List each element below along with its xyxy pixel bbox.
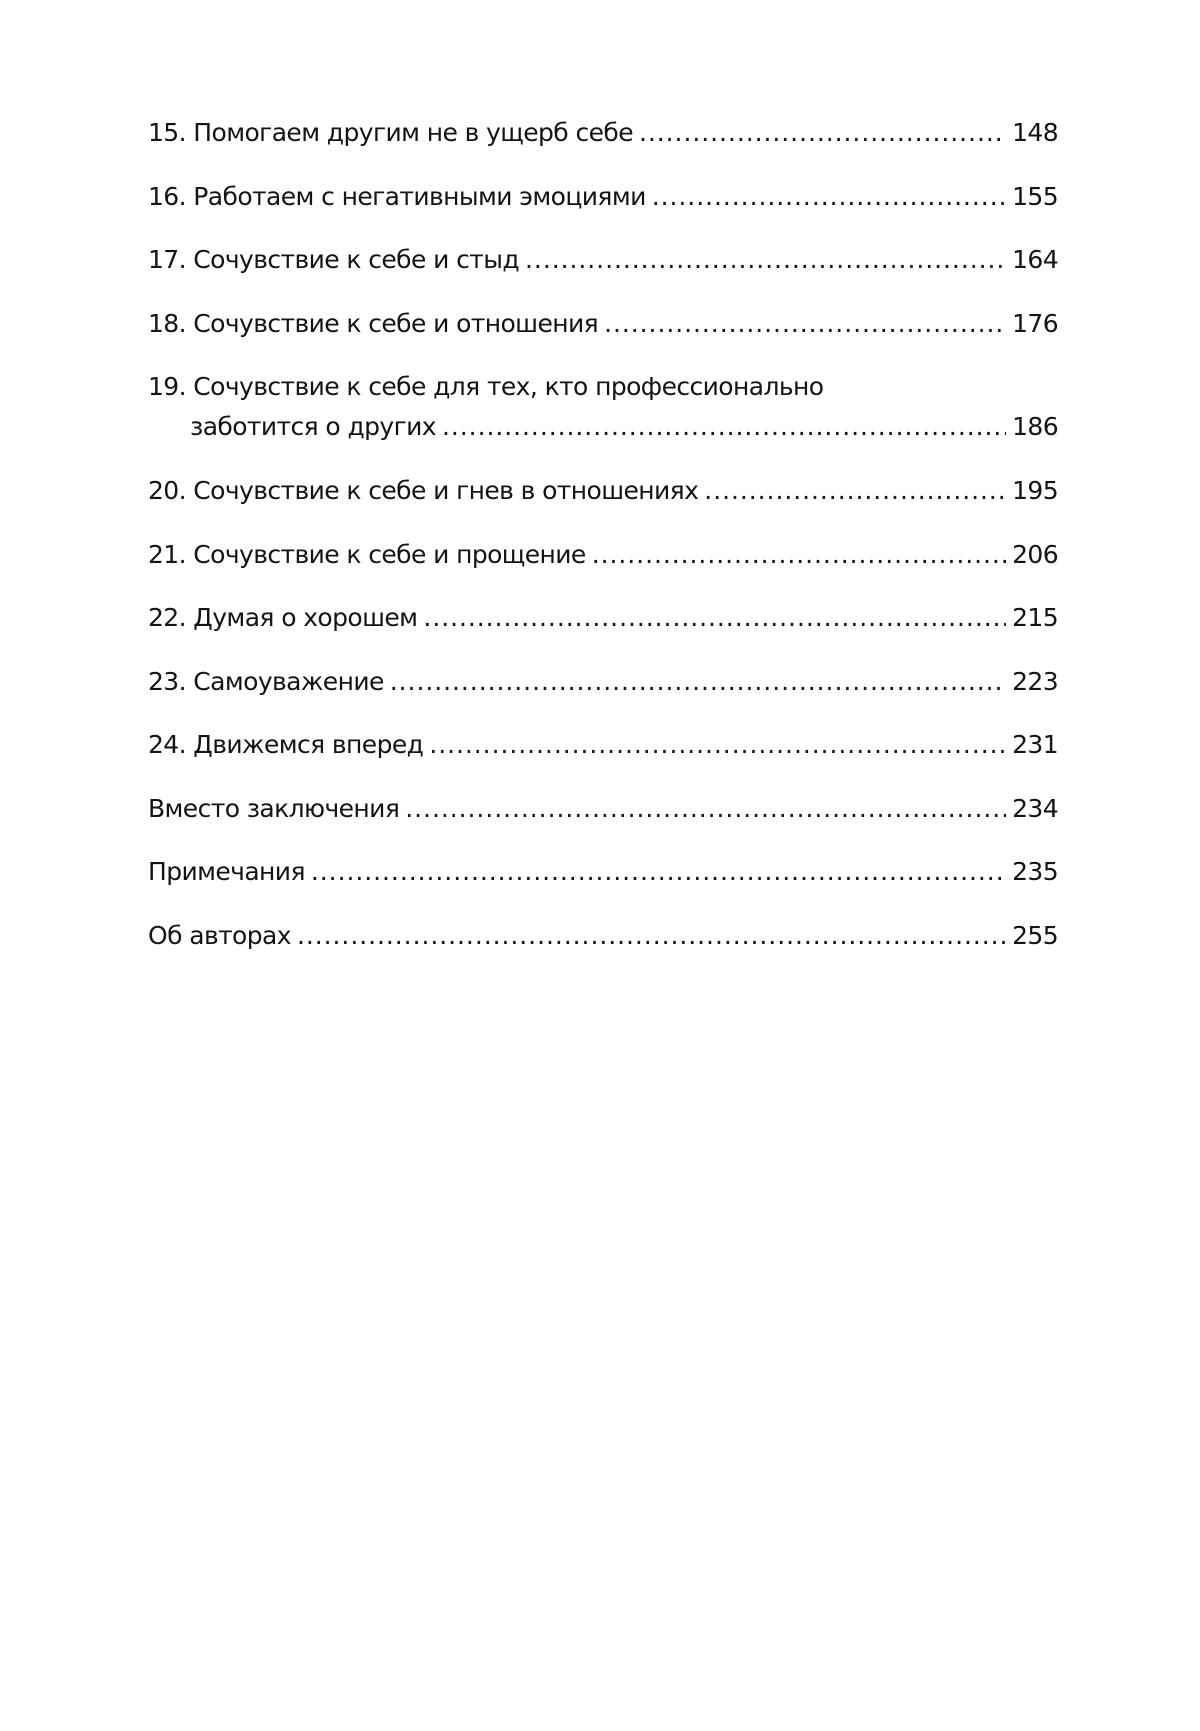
table-of-contents <box>148 118 1058 984</box>
toc-entry-title: 18. Сочувствие к себе и отношения <box>148 308 599 338</box>
toc-entry-22 <box>148 603 1058 667</box>
toc-entry-title: 20. Сочувствие к себе и гнев в отношениях <box>148 476 699 505</box>
dot-leader <box>311 857 1006 887</box>
toc-entry-20 <box>148 476 1058 540</box>
toc-entry-title: 22. Думая о хорошем <box>148 603 418 632</box>
toc-entry-title: 15. Помогаем другим не в ущерб себе <box>148 118 633 147</box>
toc-entry-title: 16. Работаем с негативными эмоциями <box>148 181 646 211</box>
toc-entry-page: 164 <box>1012 245 1058 274</box>
toc-entry-page: 186 <box>1012 412 1058 441</box>
toc-entry-page: 215 <box>1012 603 1058 632</box>
toc-entry-page: 223 <box>1012 666 1058 696</box>
toc-entry-23 <box>148 667 1058 731</box>
dot-leader <box>297 921 1006 951</box>
dot-leader <box>639 118 1006 148</box>
toc-entry-page: 235 <box>1012 857 1058 886</box>
toc-entry-title: 17. Сочувствие к себе и стыд <box>148 245 520 274</box>
toc-entry-19 <box>148 372 1058 476</box>
dot-leader <box>390 667 1006 697</box>
toc-entry-page: 176 <box>1012 308 1058 338</box>
dot-leader <box>429 730 1006 760</box>
toc-entry-title: Примечания <box>148 857 305 886</box>
toc-entry-18 <box>148 309 1058 373</box>
dot-leader <box>442 412 1006 442</box>
dot-leader <box>525 245 1006 275</box>
toc-entry-conclusion <box>148 794 1058 858</box>
toc-entry-page: 195 <box>1012 476 1058 505</box>
toc-entry-17 <box>148 245 1058 309</box>
toc-entry-title: 24. Движемся вперед <box>148 730 424 759</box>
toc-entry-notes <box>148 857 1058 921</box>
dot-leader <box>592 540 1006 570</box>
toc-entry-21 <box>148 540 1058 604</box>
toc-entry-24 <box>148 730 1058 794</box>
toc-entry-page: 148 <box>1012 118 1058 147</box>
dot-leader <box>405 794 1006 824</box>
toc-entry-title: Об авторах <box>148 920 291 950</box>
toc-entry-16 <box>148 182 1058 246</box>
toc-entry-title: 23. Самоуважение <box>148 666 384 696</box>
toc-entry-page: 255 <box>1012 920 1058 950</box>
dot-leader <box>704 476 1006 506</box>
dot-leader <box>423 603 1006 633</box>
toc-entry-page: 206 <box>1012 539 1058 569</box>
toc-entry-page: 234 <box>1012 793 1058 823</box>
toc-entry-title: 21. Сочувствие к себе и прощение <box>148 539 586 569</box>
toc-entry-page: 231 <box>1012 730 1058 759</box>
toc-entry-15 <box>148 118 1058 182</box>
dot-leader <box>652 182 1006 212</box>
toc-entry-authors <box>148 921 1058 985</box>
toc-entry-title: Вместо заключения <box>148 793 400 823</box>
toc-entry-title-continuation: заботится о других <box>190 412 436 441</box>
dot-leader <box>604 309 1006 339</box>
toc-entry-title: 19. Сочувствие к себе для тех, кто профессионально <box>148 372 824 401</box>
toc-entry-page: 155 <box>1012 181 1058 211</box>
